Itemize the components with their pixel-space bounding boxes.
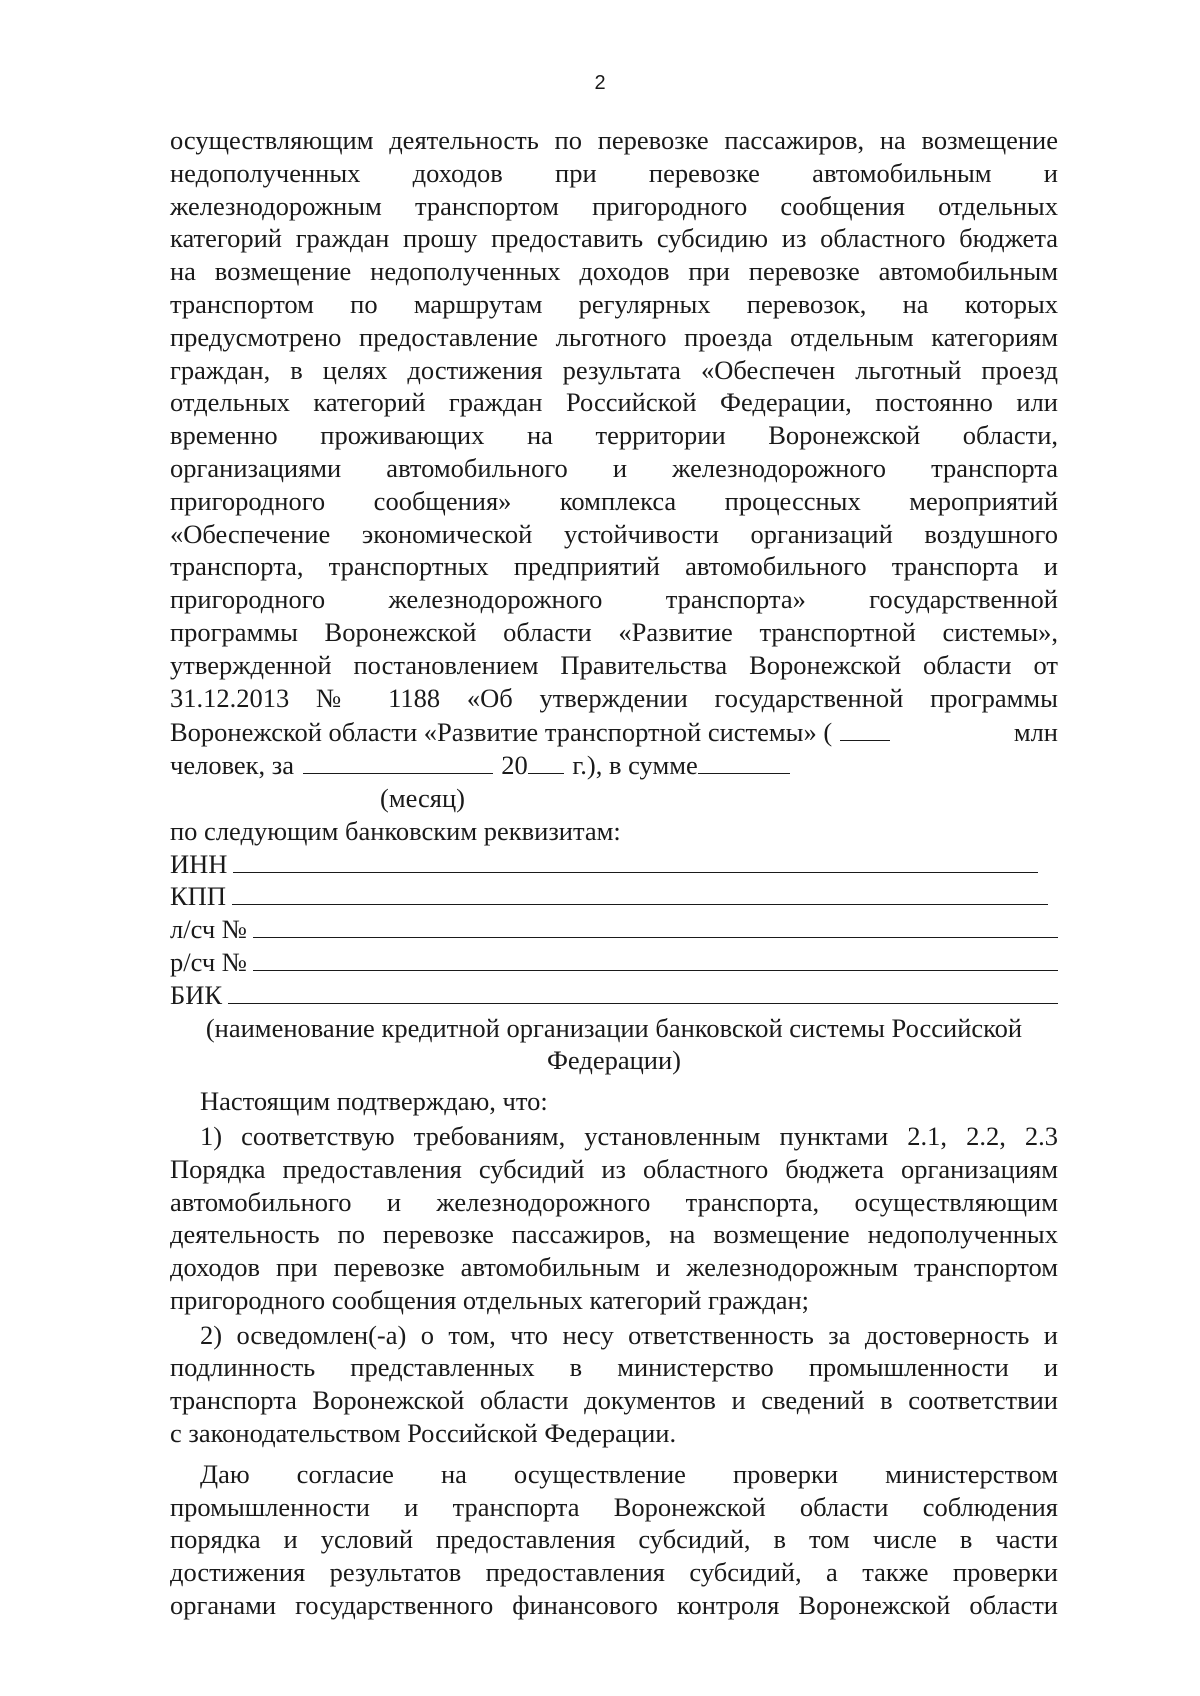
requisite-label: р/сч № [170, 946, 248, 977]
text-line: категорий граждан прошу предоставить субсидию из областного бюджета [170, 223, 1058, 254]
requisite-label: ИНН [170, 848, 228, 879]
year-blank[interactable] [528, 747, 564, 774]
text-line: транспорта, транспортных предприятий автомобильного транспорта и [170, 551, 1058, 582]
amount-line [170, 747, 1058, 782]
text-line: с законодательством Российской Федерации. [170, 1418, 677, 1449]
requisite-label: л/сч № [170, 914, 248, 945]
text-line: отдельных категорий граждан Российской Федерации, постоянно или [170, 387, 1058, 418]
text-line: граждан, в целях достижения результата «Обеспечен льготный проезд [170, 354, 1058, 385]
requisite-label: БИК [170, 979, 223, 1010]
confirmation-lead: Настоящим подтверждаю, что: [200, 1086, 548, 1117]
text-line: Даю согласие на осуществление проверки министерством [200, 1458, 1058, 1489]
text-line: осуществляющим деятельность по перевозке пассажиров, на возмещение [170, 125, 1058, 155]
text-line: транспортом по маршрутам регулярных перевозок, на которых [170, 288, 1058, 319]
requisites-heading: по следующим банковским реквизитам: [170, 815, 621, 846]
population-blank[interactable] [840, 714, 890, 741]
month-caption: (месяц) [380, 782, 465, 813]
text-line: «Обеспечение экономической устойчивости организаций воздушного [170, 518, 1058, 549]
personal-account-input[interactable] [253, 913, 1058, 938]
text-line: подлинность представленных в министерство промышленности и [170, 1352, 1058, 1383]
consent-paragraph [170, 1458, 1058, 1622]
text-line: 1) соответствую требованиям, установленным пунктами 2.1, 2.2, 2.3 [200, 1120, 1058, 1151]
confirmation-item-2 [170, 1319, 1058, 1450]
requisite-inn [170, 848, 1058, 881]
requisite-settlement-account [170, 946, 1058, 979]
requisite-kpp [170, 880, 1058, 913]
text-line: пригородного сообщения» комплекса процессных мероприятий [170, 485, 1058, 516]
requisite-bik [170, 979, 1058, 1012]
confirmation-item-1 [170, 1120, 1058, 1317]
population-line [170, 714, 1058, 747]
text-line: порядка и условий предоставления субсидий, в том числе в части [170, 1524, 1058, 1555]
inn-input[interactable] [233, 848, 1038, 873]
text-line: достижения результатов предоставления субсидий, а также проверки [170, 1557, 1058, 1588]
text-line: железнодорожным транспортом пригородного сообщения отдельных [170, 190, 1058, 221]
text-line: автомобильного и железнодорожного транспорта, осуществляющим [170, 1186, 1058, 1217]
text-line: транспорта Воронежской области документов и сведений в соответствии [170, 1385, 1058, 1416]
text-line: органами государственного финансового контроля Воронежской области [170, 1590, 1058, 1621]
intro-paragraph [170, 124, 1058, 815]
requisite-label: КПП [170, 881, 226, 912]
period-label: человек, за [170, 750, 295, 781]
population-label: Воронежской области «Развитие транспортной системы» ( [170, 717, 833, 748]
text-line: пригородного сообщения отдельных категорий граждан; [170, 1284, 810, 1315]
amount-label: г.), в сумме [572, 750, 698, 781]
confirmation-section [170, 1085, 1058, 1450]
amount-blank[interactable] [698, 747, 790, 774]
text-line: утвержденной постановлением Правительства Воронежской области от [170, 649, 1058, 680]
page-number: 2 [594, 72, 606, 94]
month-blank[interactable] [303, 747, 493, 774]
text-line: промышленности и транспорта Воронежской области соблюдения [170, 1491, 1058, 1522]
text-line: 2) осведомлен(-а) о том, что несу ответственность за достоверность и [200, 1319, 1058, 1350]
kpp-input[interactable] [232, 880, 1048, 905]
text-line: пригородного железнодорожного транспорта» государственной [170, 584, 1058, 615]
document-body [170, 124, 1058, 1622]
requisites-section [170, 815, 1058, 1077]
text-line: временно проживающих на территории Воронежской области, [170, 420, 1058, 451]
text-line: деятельность по перевозке пассажиров, на возмещение недополученных [170, 1219, 1058, 1250]
text-line: Порядка предоставления субсидий из областного бюджета организациям [170, 1153, 1058, 1184]
text-line: организациями автомобильного и железнодорожного транспорта [170, 452, 1058, 483]
text-line: 31.12.2013 № 1188 «Об утверждении государственной программы [170, 682, 1058, 713]
year-prefix: 20 [501, 750, 528, 781]
settlement-account-input[interactable] [253, 946, 1058, 971]
bank-caption: (наименование кредитной организации банковской системы Российской [205, 1012, 1023, 1043]
bik-input[interactable] [228, 979, 1058, 1004]
text-line: доходов при перевозке автомобильным и железнодорожным транспортом [170, 1252, 1058, 1283]
text-line: предусмотрено предоставление льготного проезда отдельным категориям [170, 321, 1058, 352]
requisite-personal-account [170, 913, 1058, 946]
text-line: недополученных доходов при перевозке автомобильным и [170, 157, 1058, 188]
text-line: программы Воронежской области «Развитие транспортной системы», [170, 616, 1058, 647]
text-line: на возмещение недополученных доходов при перевозке автомобильным [170, 256, 1058, 287]
bank-caption-continued: Федерации) [547, 1045, 681, 1076]
population-unit: млн [1013, 717, 1058, 748]
